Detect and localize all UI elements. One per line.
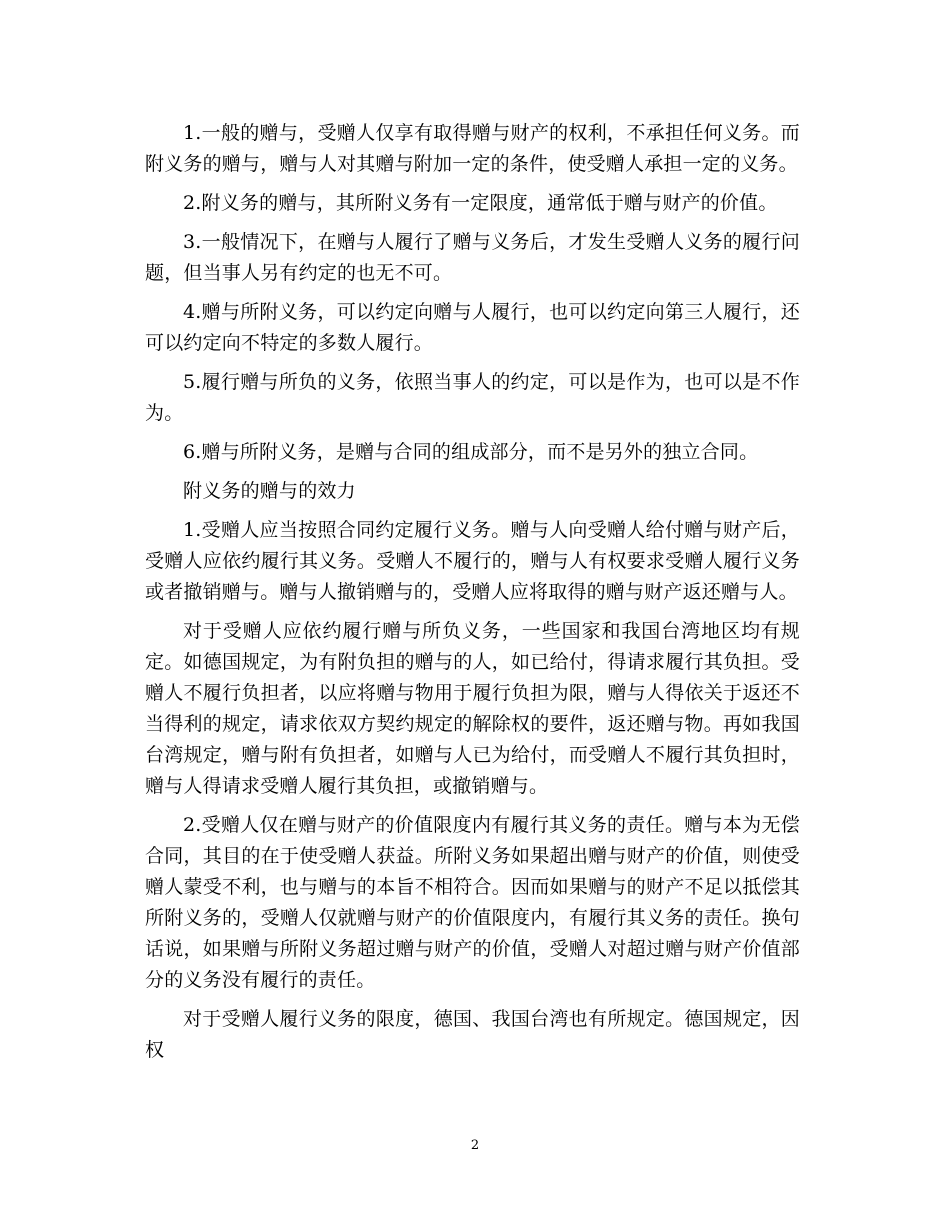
paragraph-4: 4.赠与所附义务，可以约定向赠与人履行，也可以约定向第三人履行，还可以约定向不特定的多数人履行。: [145, 301, 800, 354]
paragraph-3: 3.一般情况下，在赠与人履行了赠与义务后，才发生受赠人义务的履行问题，但当事人另有约定的也无不可。: [145, 231, 800, 284]
page-number: 2: [470, 1138, 480, 1153]
paragraph-8: 对于受赠人应依约履行赠与所负义务，一些国家和我国台湾地区均有规定。如德国规定，为有附负担的赠与的人，如已给付，得请求履行其负担。受赠人不履行负担者，以应将赠与物用于履行负担为限，赠与人得依关于返还不当得利的规定，请求依双方契约规定的解除权的要件，返还赠与物。再如我国台湾规定，赠与附有负担者，如赠与人已为给付，而受赠人不履行其负担时，赠与人得请求受赠人履行其负担，或撤销赠与。: [145, 620, 800, 797]
paragraph-1: 1.一般的赠与，受赠人仅享有取得赠与财产的权利，不承担任何义务。而附义务的赠与，赠与人对其赠与附加一定的条件，使受赠人承担一定的义务。: [145, 122, 800, 175]
paragraph-9: 2.受赠人仅在赠与财产的价值限度内有履行其义务的责任。赠与本为无偿合同，其目的在于使受赠人获益。所附义务如果超出赠与财产的价值，则使受赠人蒙受不利，也与赠与的本旨不相符合。因而如果赠与的财产不足以抵偿其所附义务的，受赠人仅就赠与财产的价值限度内，有履行其义务的责任。换句话说，如果赠与所附义务超过赠与财产的价值，受赠人对超过赠与财产价值部分的义务没有履行的责任。: [145, 814, 800, 991]
paragraph-5: 5.履行赠与所负的义务，依照当事人的约定，可以是作为，也可以是不作为。: [145, 371, 800, 424]
paragraph-6: 6.赠与所附义务，是赠与合同的组成部分，而不是另外的独立合同。: [183, 441, 759, 463]
paragraph-2: 2.附义务的赠与，其所附义务有一定限度，通常低于赠与财产的价值。: [183, 192, 778, 214]
document-body: [145, 118, 800, 1074]
section-heading: 附义务的赠与的效力: [183, 480, 356, 502]
paragraph-10: 对于受赠人履行义务的限度，德国、我国台湾也有所规定。德国规定，因权: [145, 1008, 800, 1061]
paragraph-7: 1.受赠人应当按照合同约定履行义务。赠与人向受赠人给付赠与财产后，受赠人应依约履行其义务。受赠人不履行的，赠与人有权要求受赠人履行义务或者撤销赠与。赠与人撤销赠与的，受赠人应将取得的赠与财产返还赠与人。: [145, 519, 800, 603]
